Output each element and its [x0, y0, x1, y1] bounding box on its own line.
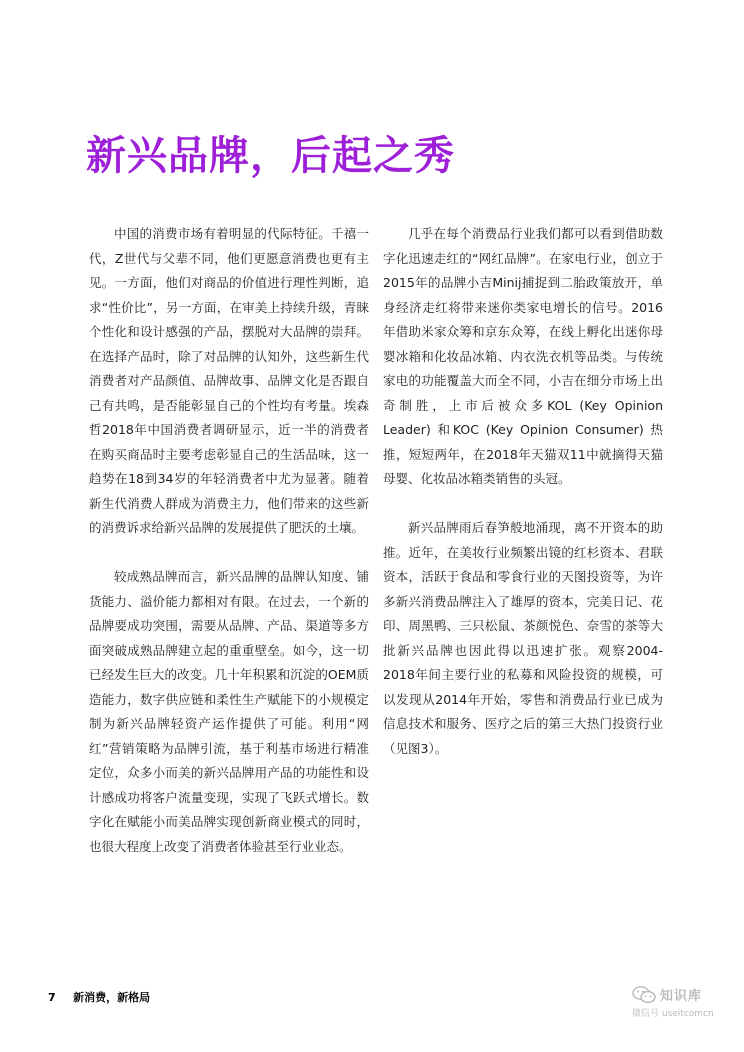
paragraph: 几乎在每个消费品行业我们都可以看到借助数字化迅速走红的“网红品牌”。在家电行业，创立于2015年的品牌小吉Minij捕捉到二胎政策放开，单身经济走红将带来迷你类家电增长的信号。2016年借助米家众筹和京东众筹，在线上孵化出迷你母婴冰箱和化妆品冰箱、内衣洗衣机等品类。与传统家电的功能覆盖大而全不同，小吉在细分市场上出奇制胜，上市后被众多KOL (Key Opinion Leader) 和KOC (Key Opinion Consumer) 热推，短短两年，在2018年天猫双11中就摘得天猫母婴、化妆品冰箱类销售的头冠。 — [383, 226, 663, 486]
left-column — [89, 222, 369, 884]
paragraph: 中国的消费市场有着明显的代际特征。千禧一代，Z世代与父辈不同，他们更愿意消费也更有主见。一方面，他们对商品的价值进行理性判断，追求“性价比”，另一方面，在审美上持续升级，青睐个性化和设计感强的产品，摆脱对大品牌的崇拜。在选择产品时，除了对品牌的认知外，这些新生代消费者对产品颜值、品牌故事、品牌文化是否跟自己有共鸣，是否能彰显自己的个性均有考量。埃森哲2018年中国消费者调研显示，近一半的消费者在购买商品时主要考虑彰显自己的生活品味，这一趋势在18到34岁的年轻消费者中尤为显著。随着新生代消费人群成为消费主力，他们带来的这些新的消费诉求给新兴品牌的发展提供了肥沃的土壤。 — [89, 226, 369, 535]
publication-title: 新消费，新格局 — [73, 991, 151, 1004]
watermark-logo: 知识库 — [660, 989, 703, 1004]
watermark-subtext: 微信号 useitcomcn — [632, 1009, 714, 1019]
paragraph: 较成熟品牌而言，新兴品牌的品牌认知度、铺货能力、溢价能力都相对有限。在过去，一个新的品牌要成功突围，需要从品牌、产品、渠道等多方面突破成熟品牌建立起的重重壁垒。如今，这一切已经发生巨大的改变。几十年积累和沉淀的OEM质造能力，数字供应链和柔性生产赋能下的小规模定制为新兴品牌轻资产运作提供了可能。利用“网红”营销策略为品牌引流，基于利基市场进行精准定位，众多小而美的新兴品牌用产品的功能性和设计感成功将客户流量变现，实现了飞跃式增长。数字化在赋能小而美品牌实现创新商业模式的同时，也很大程度上改变了消费者体验甚至行业业态。 — [89, 569, 369, 854]
page-title: 新兴品牌，后起之秀 — [86, 133, 455, 179]
page-number: 7 — [48, 991, 56, 1004]
watermark — [632, 985, 740, 1019]
paragraph: 新兴品牌雨后春笋般地涌现，离不开资本的助推。近年，在美妆行业频繁出镜的红杉资本、君联资本，活跃于食品和零食行业的天图投资等，为许多新兴消费品牌注入了雄厚的资本，完美日记、花印、周黑鸭、三只松鼠、茶颜悦色、奈雪的茶等大批新兴品牌也因此得以迅速扩张。观察2004-2018年间主要行业的私募和风险投资的规模，可以发现从2014年开始，零售和消费品行业已成为信息技术和服务、医疗之后的第三大热门投资行业（见图3）。 — [383, 520, 663, 756]
right-column — [383, 222, 663, 786]
page-footer — [48, 990, 150, 1006]
wechat-icon — [632, 986, 656, 1004]
